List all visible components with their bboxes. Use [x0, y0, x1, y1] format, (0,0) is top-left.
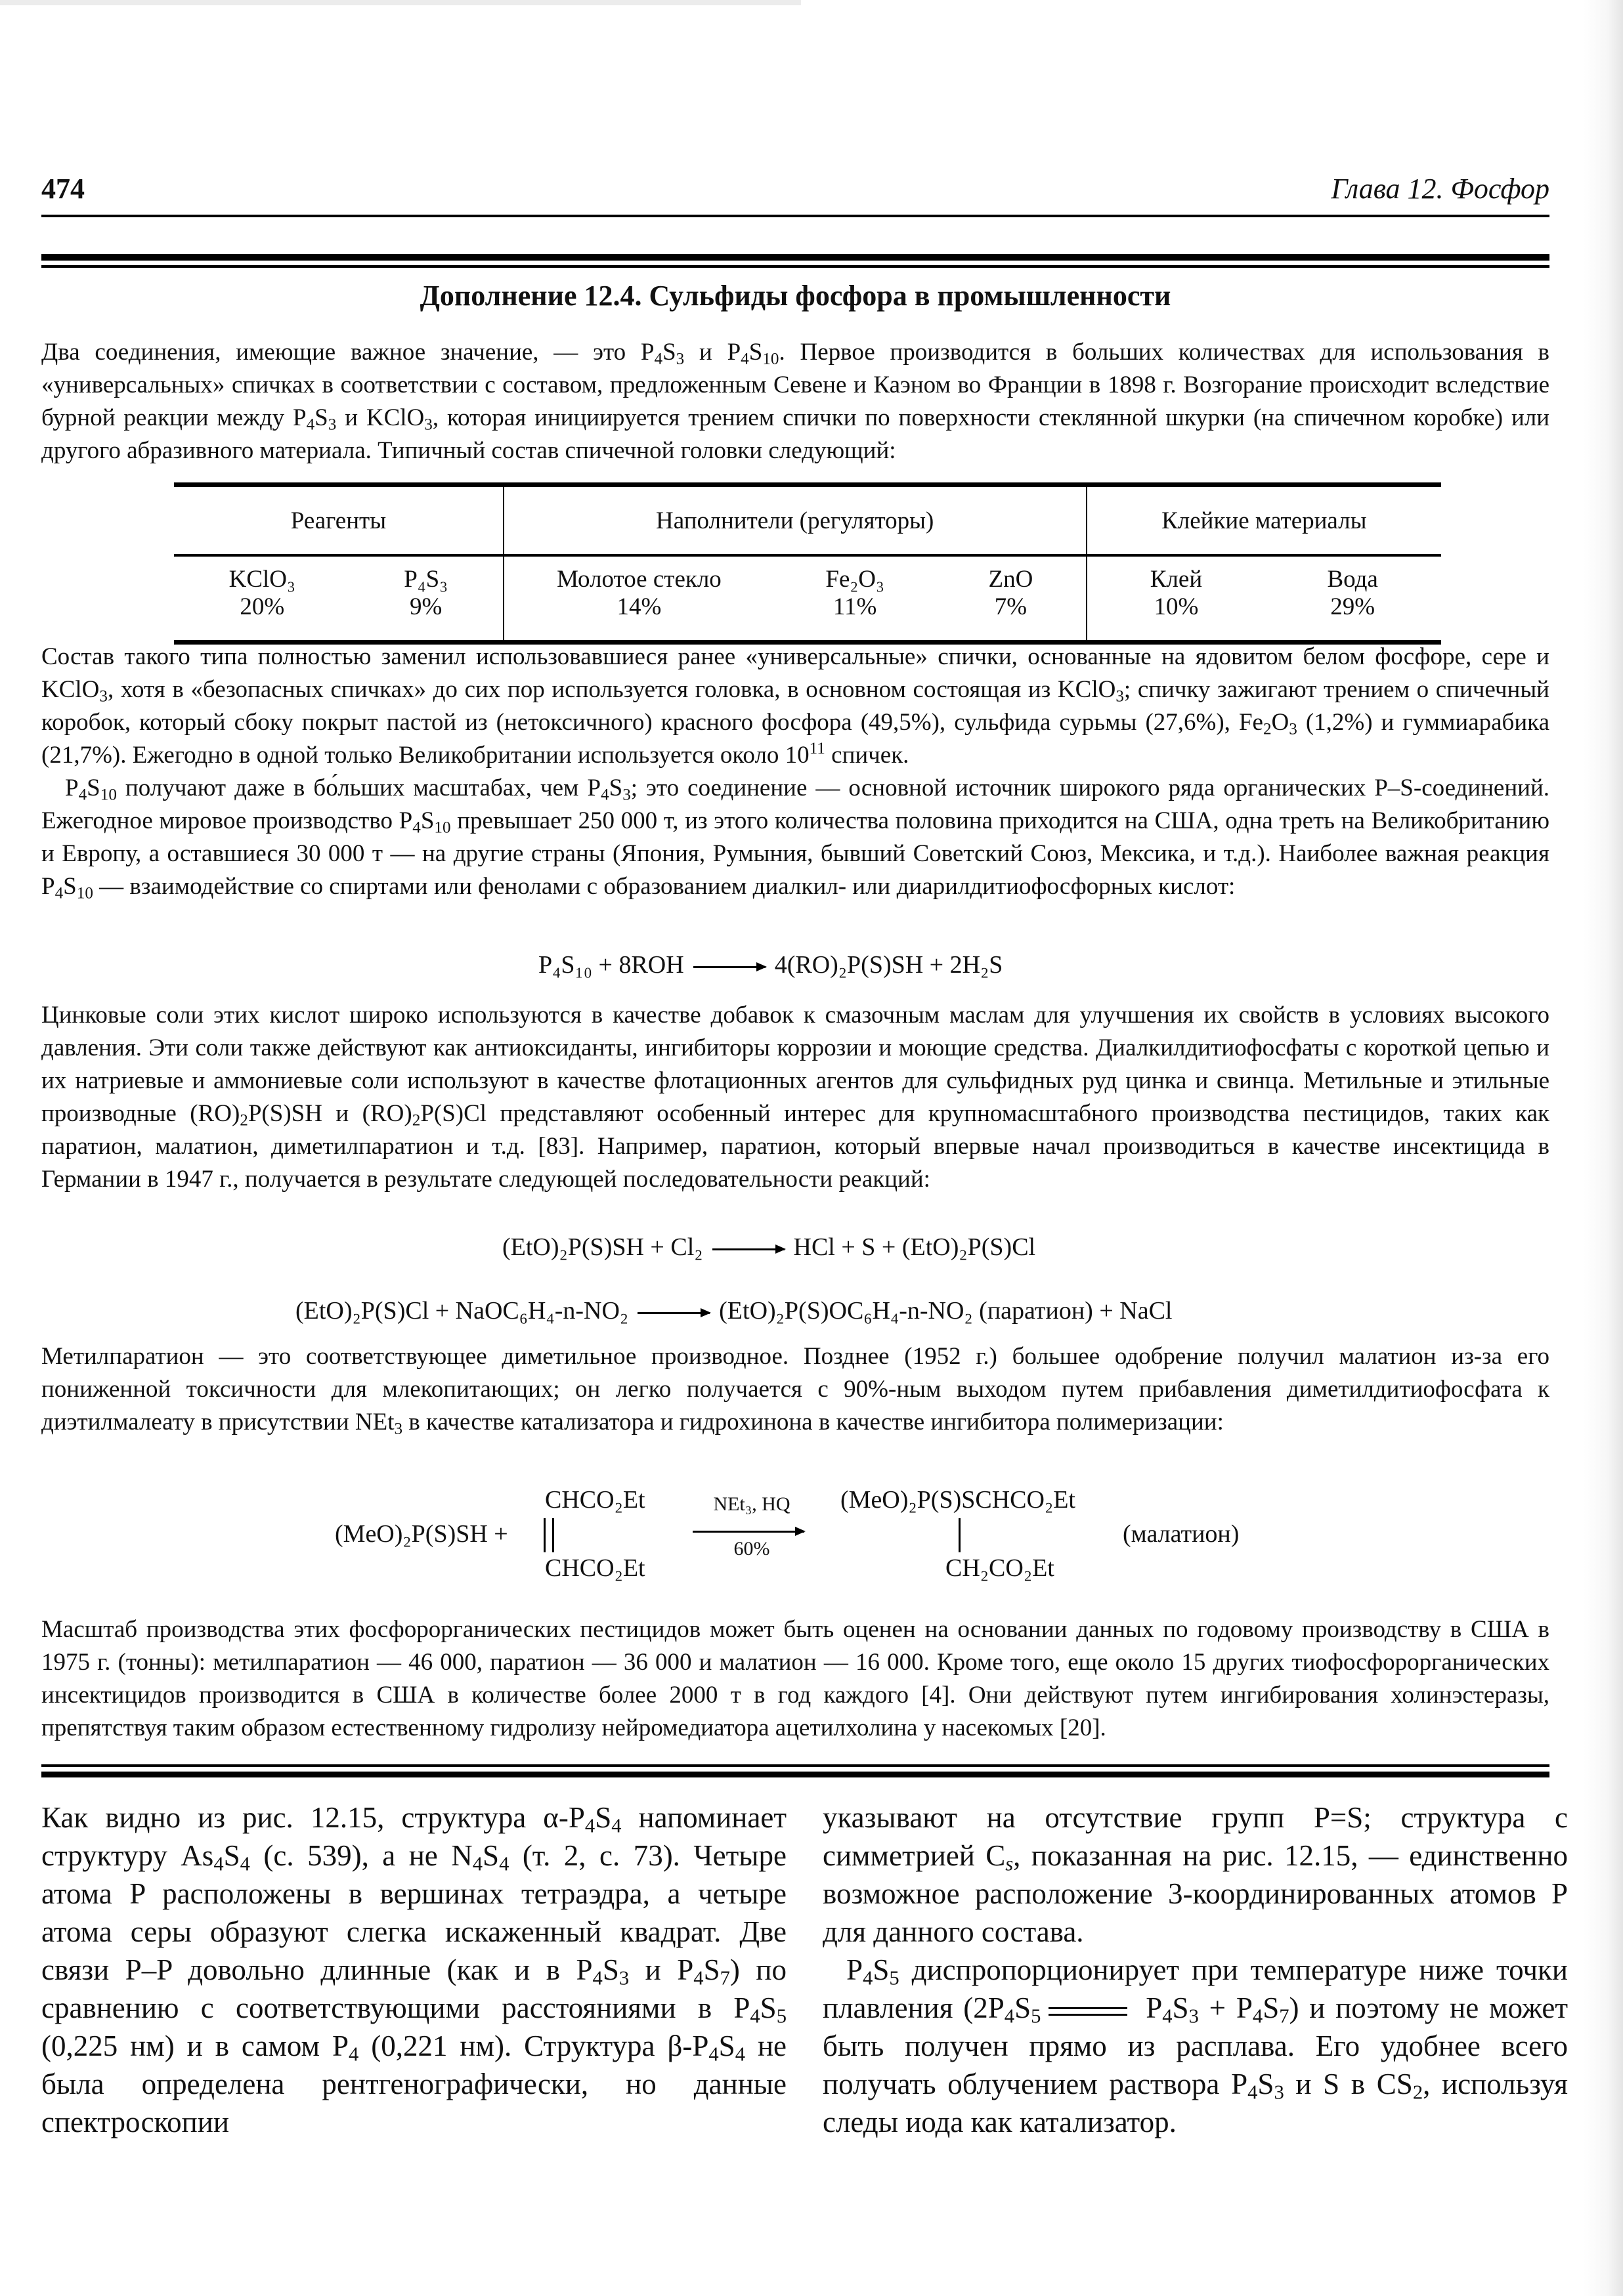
table-item: Клей 10%	[1150, 566, 1203, 620]
scan-shade	[0, 0, 801, 5]
box-top-rule-thin	[41, 265, 1549, 268]
box-bottom-rule-thin	[41, 1764, 1549, 1767]
table-cell-reagents	[174, 555, 504, 643]
paragraph-symmetry: указывают на отсутствие групп P=S; структура с симметрией $C_s$, показанная на рис. 12.15, — единственно возможное расположение 3-координированных атомов P для данного состава.	[823, 1801, 1568, 1948]
box-title: Дополнение 12.4. Сульфиды фосфора в промышленности	[420, 280, 1171, 312]
table-header-binders: Клейкие материалы	[1087, 485, 1441, 556]
box-body-1	[41, 641, 1549, 903]
reaction-arrow-icon	[712, 1248, 785, 1250]
double-bond-icon	[544, 1518, 554, 1552]
paragraph-p4s10: $P_4S_{10}$ получают даже в бо́льших масштабах, чем $P_4S_3$; это соединение — основной источник широкого ряда органических P–S-соединений. Ежегодное мировое производство $P_4S_{10}$ превышает 250 000 т, из этого количества половина приходится на США, одна треть на Великобританию и Европу, а оставшиеся 30 000 т — на другие страны (Япония, Румыния, бывший Советский Союз, Мексика, и т.д.). Наиболее важная реакция $P_4S_{10}$ — взаимодействие со спиртами или фенолами с образованием диалкил- или диарилдитиофосфорных кислот:	[41, 775, 1550, 903]
table-item: KClO₃ 20%	[228, 566, 295, 620]
right-column	[823, 1798, 1568, 2141]
equilibrium-arrow-icon	[1049, 2005, 1127, 2017]
single-bond-icon	[959, 1518, 961, 1552]
box-intro	[41, 336, 1549, 467]
paragraph-safety-matches: Состав такого типа полностью заменил использовавшиеся ранее «универсальные» спички, основанные на ядовитом белом фосфоре, сере и KClO$_3$, хотя в «безопасных спичках» до сих пор используется головка, в основном состоящая из KClO$_3$; спичку зажигают трением о спичечный коробок, который сбоку покрыт пастой из (нетоксичного) красного фосфора (49,5%), сульфида сурьмы (27,6%), $Fe_2O_3$ (1,2%) и гуммиарабика (21,7%). Ежегодно в одной только Великобритании используется около $10^{11}$ спичек.	[41, 643, 1549, 769]
table-header-fillers: Наполнители (регуляторы)	[504, 485, 1087, 556]
paragraph-production-scale: Масштаб производства этих фосфорорганических пестицидов может быть оценен на основании данных по годовому производству в США в 1975 г. (тонны): метилпаратион — 46 000, паратион — 36 000 и малатион — 16 000. Кроме того, еще около 15 других тиофосфорорганических инсектицидов производится в США в количестве более 2000 т в год каждого [4]. Они действуют путем ингибирования холинэстеразы, препятствуя таким образом естественному гидролизу нейромедиатора ацетилхолина у насекомых [20].	[41, 1616, 1549, 1741]
table-item: P₄S₃ 9%	[404, 566, 448, 620]
match-head-composition-table	[174, 482, 1441, 645]
paragraph-methylparathion: Метилпаратион — это соответствующее диметильное производное. Позднее (1952 г.) большее одобрение получил малатион из-за его пониженной токсичности для млекопитающих; он легко получается с 90%-ным выходом путем прибавления диметилдитиофосфата к диэтилмалеату в присутствии NEt$_3$ в качестве катализатора и гидрохинона в качестве ингибитора полимеризации:	[41, 1343, 1549, 1438]
page-number: 474	[41, 173, 85, 205]
paragraph-p4s5: $P_4S_5$ диспропорционирует при температуре ниже точки плавления ($2P_4S_5$ $P_4S_3 + P_4S_7$) и поэтому не может быть получен прямо из расплава. Его удобнее всего получать облучением раствора $P_4S_3$ и S в $CS_2$, используя следы иода как катализатор.	[823, 1953, 1568, 2138]
box-body-4	[41, 1613, 1549, 1745]
table-item: Fe₂O₃ 11%	[825, 566, 884, 620]
reaction-arrow-icon	[693, 1531, 804, 1533]
scan-edge-artifact	[1584, 0, 1623, 2296]
table-cell-binders	[1087, 555, 1441, 643]
box-body-3	[41, 1340, 1549, 1439]
equation-malathion: (MeO)₂P(S)SH + CHCO₂Et CHCO₂Et NEt₃, HQ 60% (MeO)₂P(S)SCHCO₂Et CH₂CO₂Et (малатион)	[335, 1486, 1240, 1582]
table-item: Вода 29%	[1327, 566, 1378, 620]
box-top-rule-thick	[41, 254, 1549, 261]
box-bottom-rule-thick	[41, 1772, 1549, 1777]
table-item: ZnO 7%	[988, 566, 1033, 620]
paragraph-zinc-salts: Цинковые соли этих кислот широко используются в качестве добавок к смазочным маслам для улучшения их свойств в условиях высокого давления. Эти соли также действуют как антиоксиданты, ингибиторы коррозии и моющие средства. Диалкилдитиофосфаты с короткой цепью и их натриевые и аммониевые соли используют в качестве флотационных агентов для сульфидных руд цинка и свинца. Метильные и этильные производные $(RO)_2P(S)SH$ и $(RO)_2P(S)Cl$ представляют особенный интерес для крупномасштабного производства пестицидов, таких как паратион, малатион, диметилпаратион и т.д. [83]. Например, паратион, который впервые начал производиться в качестве инсектицида в Германии в 1947 г., получается в результате следующей последовательности реакций:	[41, 1002, 1549, 1193]
reaction-arrow-icon	[638, 1312, 710, 1314]
chapter-title: Глава 12. Фосфор	[1331, 173, 1549, 205]
equation-parathion: (EtO)₂P(S)Cl + NaOC₆H₄-n-NO₂ (EtO)₂P(S)OC₆H₄-n-NO₂ (паратион) + NaCl	[295, 1297, 1173, 1325]
table-item: Молотое стекло 14%	[557, 566, 722, 620]
reaction-arrow-icon	[693, 966, 766, 968]
running-head	[41, 172, 1549, 205]
table-cell-fillers	[504, 555, 1087, 643]
equation-p4s10-alcohol: P₄S₁₀ + 8ROH 4(RO)₂P(S)SH + 2H₂S	[538, 951, 1003, 979]
sidebar-box-12-4	[41, 279, 1549, 312]
left-column	[41, 1798, 787, 2141]
box-body-2	[41, 999, 1549, 1196]
equation-chlorination: (EtO)₂P(S)SH + Cl₂ HCl + S + (EtO)₂P(S)Cl	[502, 1233, 1036, 1261]
table-header-reagents: Реагенты	[174, 485, 504, 556]
header-rule	[41, 215, 1549, 217]
paragraph-p4s4-structure: Как видно из рис. 12.15, структура $\alpha-P_4S_4$ напоминает структуру $As_4S_4$ (с. 539), а не $N_4S_4$ (т. 2, с. 73). Четыре атома P расположены в вершинах тетраэдра, а четыре атома серы образуют слегка искаженный квадрат. Две связи P–P довольно длинные (как и в $P_4S_3$ и $P_4S_7$) по сравнению с соответствующими расстояниями в $P_4S_5$ (0,225 нм) и в самом $P_4$ (0,221 нм). Структура $\beta-P_4S_4$ не была определена рентгенографически, но данные спектроскопии	[41, 1801, 787, 2138]
intro-paragraph: Два соединения, имеющие важное значение, — это $P_4S_3$ и $P_4S_{10}$. Первое производится в больших количествах для использования в «универсальных» спичках в соответствии с составом, предложенным Севене и Каэном во Франции в 1898 г. Возгорание происходит вследствие бурной реакции между $P_4S_3$ и KClO$_3$, которая инициируется трением спички по поверхности стеклянной шкурки (на спичечном коробке) или другого абразивного материала. Типичный состав спичечной головки следующий:	[41, 339, 1550, 464]
